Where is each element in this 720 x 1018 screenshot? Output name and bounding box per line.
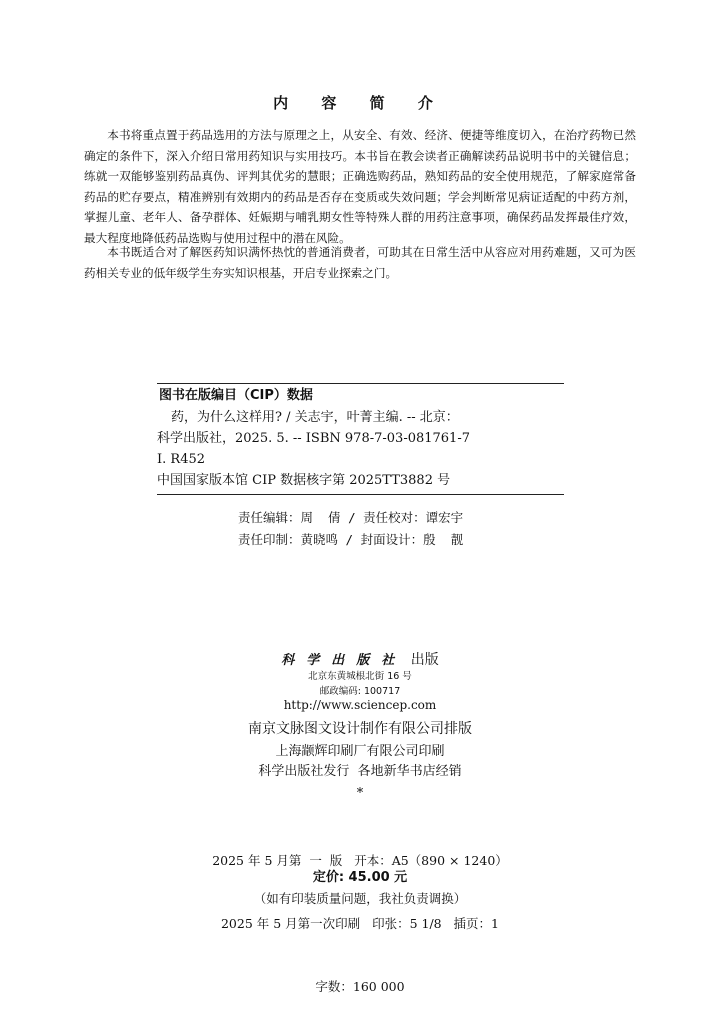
cip-line-3: Ⅰ. R452 (157, 452, 206, 467)
publisher-action: 出版 (410, 652, 439, 668)
publisher-postcode: 邮政编码: 100717 (319, 686, 401, 697)
cip-heading: 图书在版编目（CIP）数据 (159, 388, 313, 403)
summary-paragraph-2: 本书既适合对了解医药知识满怀热忱的普通消费者，可助其在日常生活中从容应对用药难题，又可为医药相关专业的低年级学生夯实知识根基，开启专业探索之门。 (84, 245, 636, 280)
cip-line-4: 中国国家版本馆 CIP 数据核字第 2025TT3882 号 (157, 473, 451, 488)
typesetter-line: 南京文脉图文设计制作有限公司排版 (248, 721, 472, 737)
responsibility-block (238, 507, 463, 551)
cip-data-block (157, 383, 564, 495)
printer-line: 上海颛辉印刷厂有限公司印刷 (275, 744, 445, 759)
price-label: 定价: 45.00 元 (312, 870, 408, 885)
summary-paragraph-1: 本书将重点置于药品选用的方法与原理之上，从安全、有效、经济、便捷等维度切入，在治疗药物已然确定的条件下，深入介绍日常用药知识与实用技巧。本书旨在教会读者正确解读药品说明书中的关键信息；练就一双能够鉴别药品真伪、评判其优劣的慧眼；正确选购药品，熟知药品的安全使用规范，了解家庭常备药品的贮存要点，精准辨别有效期内的药品是否存在变质或失效问题；学会判断常见病证适配的中药方剂，掌握儿童、老年人、备孕群体、妊娠期与哺乳期女性等特殊人群的用药注意事项，确保药品发挥最佳疗效，最大程度地降低药品选购与使用过程中的潜在风险。 (84, 128, 636, 245)
responsibility-line-1: 责任编辑：周 倩 / 责任校对：谭宏宇 (238, 510, 464, 525)
edition-line-2: 2025 年 5 月第一次印刷 印张：5 1/8 插页：1 (220, 916, 500, 931)
edition-line-1: 2025 年 5 月第 一 版 开本：A5（890 × 1240） (212, 853, 508, 868)
publisher-url: http://www.sciencep.com (283, 698, 437, 712)
publisher-line (0, 649, 720, 669)
edition-line-3: 字数：160 000 (315, 979, 405, 994)
cip-line-1: 药，为什么这样用? / 关志宇，叶菁主编. -- 北京： (171, 410, 459, 425)
publisher-address: 北京东黄城根北街 16 号 (308, 671, 412, 682)
cip-line-2: 科学出版社，2025. 5. -- ISBN 978-7-03-081761-7 (157, 431, 470, 446)
quality-notice: （如有印装质量问题，我社负责调换） (253, 891, 467, 906)
separator-star: * (356, 786, 364, 801)
publisher-logo: 科学出版社 (281, 653, 407, 668)
edition-info-block (0, 808, 720, 1018)
responsibility-line-2: 责任印制：黄晓鸣 / 封面设计：殷 靓 (238, 532, 464, 547)
distribution-line: 科学出版社发行 各地新华书店经销 (258, 764, 462, 779)
publisher-address-block (0, 669, 720, 699)
page-title: 内 容 简 介 (273, 94, 447, 112)
